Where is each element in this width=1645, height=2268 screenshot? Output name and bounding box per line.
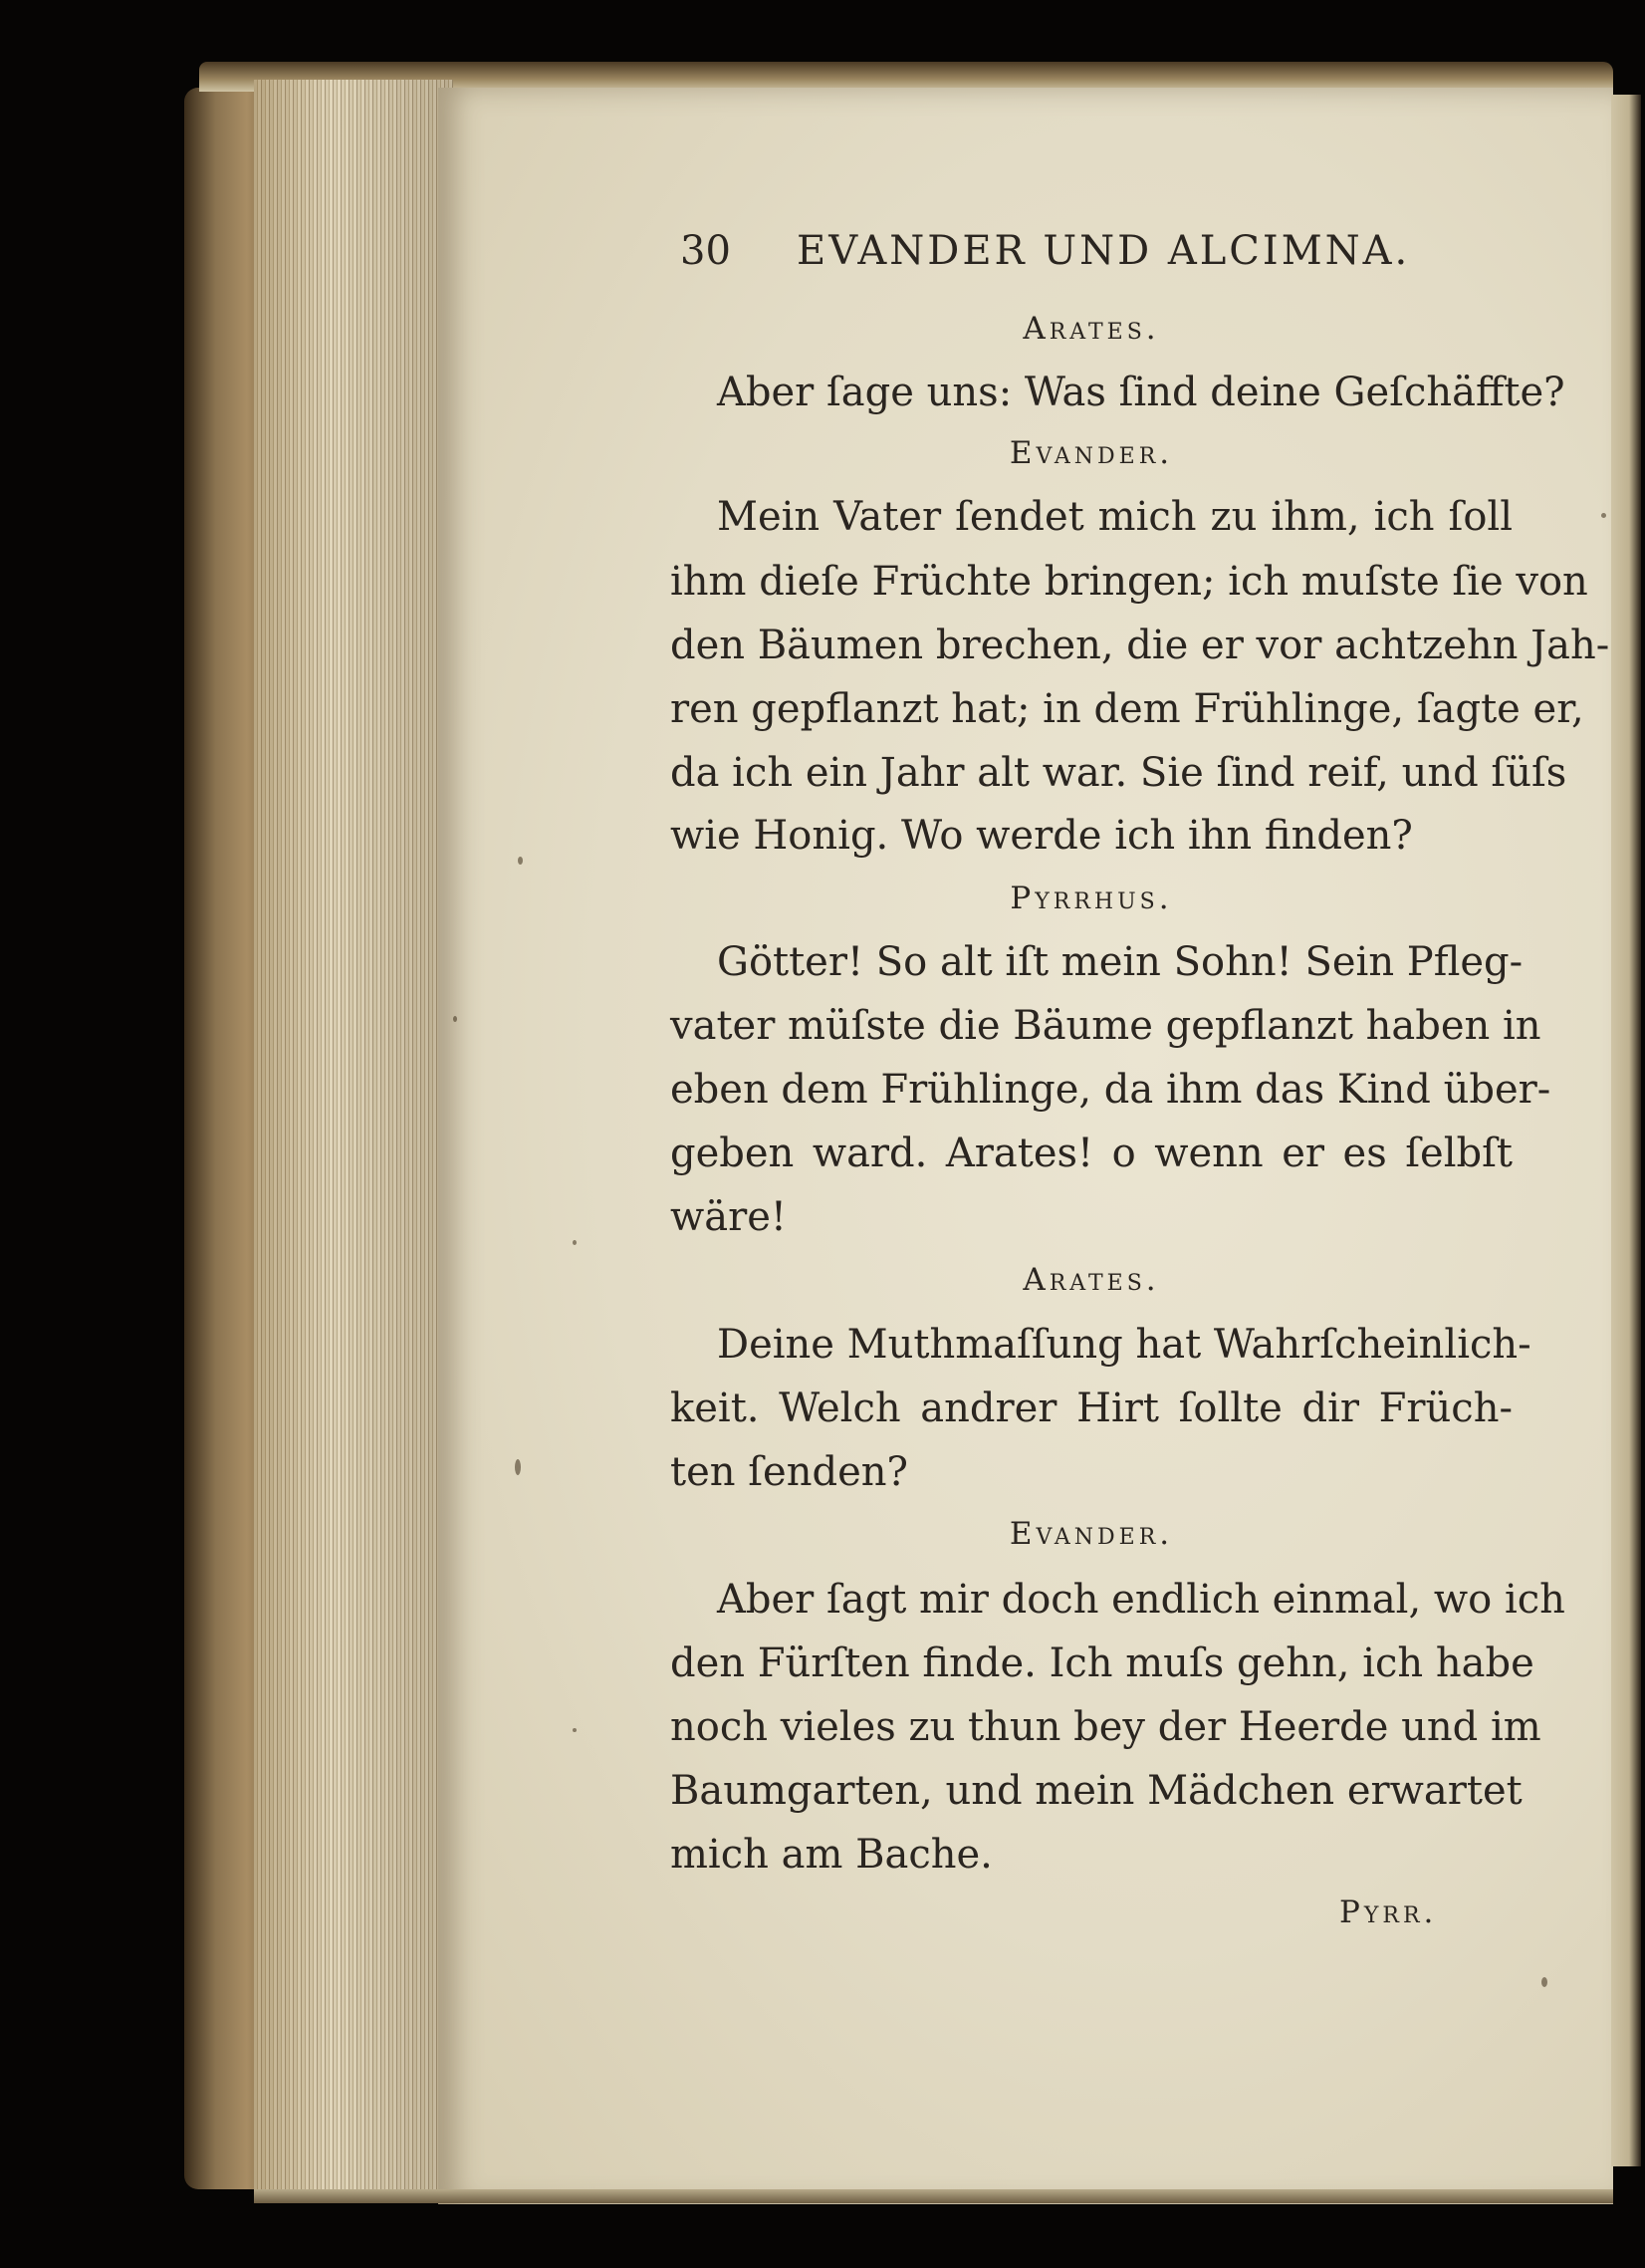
text-line: wie Honig. Wo werde ich ihn finden? bbox=[670, 813, 1413, 859]
text-line: eben dem Frühlinge, da ihm das Kind über- bbox=[670, 1067, 1551, 1113]
text-line: ihm dieſe Früchte bringen; ich muſste ſie von bbox=[670, 559, 1588, 605]
catchword: Pyrr. bbox=[1339, 1894, 1438, 1930]
speaker-heading: Arates. bbox=[1023, 1262, 1160, 1298]
text-line: den Fürſten finde. Ich muſs gehn, ich habe bbox=[670, 1640, 1534, 1686]
text-line: Baumgarten, und mein Mädchen erwartet bbox=[670, 1768, 1523, 1814]
text-line: geben ward. Arates! o wenn er es ſelbſt bbox=[670, 1131, 1513, 1176]
text-line: ren gepflanzt hat; in dem Frühlinge, ſagte er, bbox=[670, 686, 1584, 732]
text-line: Aber ſagt mir doch endlich einmal, wo ich bbox=[717, 1577, 1565, 1623]
text-line: noch vieles zu thun bey der Heerde und im bbox=[670, 1704, 1541, 1750]
speaker-heading: Arates. bbox=[1023, 311, 1160, 347]
text-line: Götter! So alt iſt mein Sohn! Sein Pfleg- bbox=[717, 939, 1524, 985]
text-line: ten ſenden? bbox=[670, 1449, 908, 1495]
text-line: den Bäumen brechen, die er vor achtzehn Jah- bbox=[670, 623, 1610, 668]
text-line: Deine Muthmaſſung hat Wahrſcheinlich- bbox=[717, 1322, 1531, 1368]
speaker-heading: Pyrrhus. bbox=[1010, 881, 1173, 916]
text-line: Aber ſage uns: Was ſind deine Geſchäffte? bbox=[717, 370, 1565, 415]
text-line: mich am Bache. bbox=[670, 1832, 993, 1878]
page-number: 30 bbox=[680, 228, 731, 274]
text-line: keit. Welch andrer Hirt ſollte dir Früch- bbox=[670, 1386, 1513, 1431]
speaker-heading: Evander. bbox=[1009, 435, 1174, 471]
text-line: wäre! bbox=[670, 1194, 787, 1240]
text-line: vater müſste die Bäume gepflanzt haben in bbox=[670, 1003, 1541, 1049]
text-line: Mein Vater ſendet mich zu ihm, ich ſoll bbox=[717, 494, 1513, 540]
speaker-heading: Evander. bbox=[1009, 1516, 1174, 1552]
running-title: EVANDER UND ALCIMNA. bbox=[797, 228, 1411, 274]
text-line: da ich ein Jahr alt war. Sie ſind reif, und ſüſs bbox=[670, 750, 1567, 796]
